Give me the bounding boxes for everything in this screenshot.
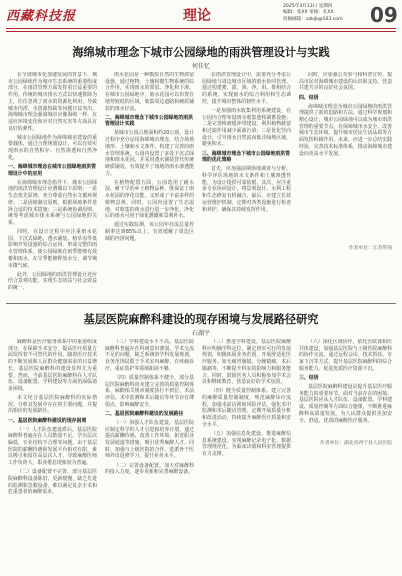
- masthead: [0, 0, 402, 38]
- body-paragraph: 同时，应加强公众参与和科普宣传，提高市民对海绵城市建设的认识和支持，营造共建共享的良好社会氛围。: [299, 72, 392, 92]
- article-divider: [6, 303, 396, 304]
- body-paragraph: （三）推进学科建设。基层医院麻醉科应明确学科定位，制定切实可行的发展规划，积极拓展业务范围，开展舒适化医疗服务，如无痛胃肠镜、分娩镇痛、术后镇痛等，不断提升科室的影响力和服务能力。同时，鼓励医务人员积极参加学术会议和继续教育，营造良好的学术氛围。: [202, 339, 291, 386]
- newspaper-logo: 西藏科技报: [6, 9, 77, 24]
- body-paragraph: 城市公园绿地作为海绵城市建设的重要载体，通过合理规划设计，可以有效实现雨水的自然积存、自然渗透和自然净化。: [8, 134, 97, 161]
- section-heading: 三、结语: [299, 374, 319, 381]
- body-paragraph: 某城市公园占地面积约20公顷，设计过程中充分运用海绵城市理念，结合场地地形、土壤和水文条件，构建了完善的雨水管理系统。公园内设置了多处下沉式绿地和雨水花园，并采用透水铺装替代传统硬质铺装，有效提升了场地的雨水渗透能力。: [105, 130, 194, 177]
- body-paragraph: 同时，在设计过程中应注重雨水花园、下沉式绿地、透水铺装、植草沟等低影响开发设施的综合运用，形成完整的雨水管理体系，使公园绿地在雨季能够有效蓄积雨水，在旱季能够释放水分，调节城市微气候。: [8, 229, 97, 269]
- body-paragraph: 雨水花园是一种模拟自然的生物滞留设施，通过植物、土壤和微生物系统的综合作用，实现雨水的滞留、净化和下渗。在城市公园绿地中，雨水花园可以布置在地势较低的区域，收集周边道路和硬质铺装的雨水径流。: [105, 72, 194, 112]
- body-paragraph: 本文结合基层医院麻醉科的实际情况，分析其发展中存在的主要问题，并提出相应的发展路径。: [8, 395, 97, 415]
- article-2-column-3: [202, 339, 291, 571]
- body-paragraph: 首先，应加强前期场地调查与分析，科学评估场地的水文条件和土壤渗透性能，为设计提供可靠依据。其次，应注重多专业协同设计，将景观设计、水利工程和生态修复有机融合。最后，应建立长效运营维护机制，定期对各类设施进行检查和养护，确保其持续发挥作用。: [202, 166, 291, 213]
- section-heading: 四、结语: [299, 94, 319, 101]
- section-title: 理论: [183, 8, 211, 24]
- article-1-column-4: [299, 72, 392, 300]
- section-heading: 二、基层医院麻醉科建设的发展路径: [105, 410, 184, 417]
- body-paragraph: 通过实践监测，该公园年径流总量控制率达到85%以上，有效缓解了周边区域的内涝问题。: [105, 222, 194, 242]
- article-2-column-1: [8, 339, 97, 571]
- header-rule: [6, 28, 396, 29]
- article-2-author: 石湖平: [191, 330, 210, 337]
- issue-editors: 编辑：张XX 审核：孔XX: [283, 10, 334, 16]
- body-paragraph: （四）质量控制体系不健全。部分基层医院麻醉科尚未建立完善的质量控制体系，麻醉相关规章制度执行不到位，术前评估、术中监测和术后随访等环节存在薄弱点，影响麻醉安全。: [105, 374, 194, 408]
- body-paragraph: 海绵城市理念为城市公园绿地的雨洪管理提供了新的思路和方法。通过科学规划和精心设计，城市公园绿地可以成为城市雨洪管理的重要节点，在保障城市水安全、改善城市生态环境、提升城市居民生活品质等方面发挥积极作用。未来，应进一步总结实践经验，完善技术标准体系，推动海绵城市建设向更高水平发展。: [299, 103, 392, 157]
- section-heading: 一、海绵城市理念在城市公园绿地雨洪管理设计中的应用: [8, 163, 97, 177]
- section-heading: 二、海绵城市理念下城市公园绿地的雨洪管理设计实践: [105, 114, 194, 128]
- article-2-title: 基层医院麻醉科建设的现存困境与发展路径研究: [83, 312, 319, 326]
- article-2-column-4: [299, 339, 392, 571]
- author-affiliation: 作者单位：湖北省西宁县人民医院: [320, 440, 392, 446]
- author-affiliation: 作者单位：江苏常熟: [348, 245, 392, 251]
- issue-meta: [283, 4, 343, 23]
- body-paragraph: （五）加强信息化建设。推进麻醉信息系统建设，实现麻醉记录电子化、数据管理规范化，为临床决策和科室管理提供有力支撑。: [202, 430, 291, 458]
- body-paragraph: 此外，公园绿地的雨洪管理设计还应结合景观功能，实现生态效益与社会效益的统一。: [8, 271, 97, 292]
- article-1-column-2: [105, 72, 194, 300]
- body-paragraph: 在植物配置方面，公园选用了耐水湿、耐干旱的乡土植物品种，既保证了雨水花园的净化功能，又形成了丰富多样的植物景观。同时，公园内设置了生态湿地，对收集的雨水进行进一步净化，净化后的雨水可用于绿化灌溉和景观补水。: [105, 179, 194, 220]
- body-paragraph: （一）人才队伍建设滞后。基层医院麻醉科普遍存在人员数量不足、学历层次偏低、专业结构不合理等问题。由于基层医院的薪酬待遇和发展平台相对有限，难以吸引和留住高层次人才，导致麻醉医师工作负荷大，职业倦怠现象较为普遍。: [8, 426, 97, 467]
- page-number: 09: [370, 3, 398, 27]
- column-spacer: [299, 427, 300, 439]
- body-paragraph: 基层医院麻醉科建设是提升基层医疗服务能力的重要环节。面对当前存在的困境，基层医院应从人才队伍、设备配置、学科建设、质量控制等方面综合施策，不断推进麻醉科高质量发展，为人民群众提供更加安全、舒适、优质的麻醉医疗服务。: [299, 384, 392, 424]
- section-heading: 三、海绵城市理念下城市公园绿地雨洪管理的优化策略: [202, 150, 291, 164]
- article-1-author: 何佳忆: [191, 63, 210, 70]
- body-paragraph: （一）加强人才队伍建设。基层医院应制定科学的人才引进和培养计划，通过提高薪酬待遇、改善工作环境、拓宽职业发展通道等措施，吸引优秀麻醉人才。同时，加强与上级医院的合作，选派骨干医师外出进修学习，提升业务水平。: [105, 419, 194, 460]
- body-paragraph: 麻醉科是医疗服务体系中的重要组成部分，在保障手术安全、提高医疗质量方面发挥着不可替代的作用。随着医疗技术的不断发展和人民群众健康需求的日益增长，基层医院麻醉科的建设显得尤为重要。然而，当前基层医院麻醉科在人才队伍、设备配置、学科建设等方面仍面临诸多困境。: [8, 339, 97, 392]
- body-paragraph: 在海绵城市理念指导下，城市公园绿地的雨洪管理设计应遵循以下原则：一是生态优先原则，充分尊重自然水文循环规律；二是因地制宜原则，根据场地条件选择合适的技术措施；三是系统协调原则，统筹考虑城市排水系统与公园绿地的关系。: [8, 179, 97, 226]
- section-heading: 一、基层医院麻醉科建设的现存困境: [8, 417, 87, 424]
- article-1-column-3: [202, 72, 291, 300]
- body-paragraph: （三）学科建设水平不高。基层医院麻醉科普遍存在科研意识薄弱、学术交流不足的问题，缺乏系统的学科发展规划，业务范围局限于手术室内麻醉，在疼痛诊疗、重症监护等领域拓展不够。: [105, 339, 194, 372]
- article-1-title: 海绵城市理念下城市公园绿地的雨洪管理设计与实践: [72, 45, 330, 59]
- body-paragraph: （四）健全质量控制体系。建立完善的麻醉质量控制制度，规范麻醉诊疗流程，加强术前访视和风险评估，强化术中监测和术后随访管理。定期开展质量分析和改进活动，持续提升麻醉医疗质量和安全水平。: [202, 388, 291, 428]
- issue-email: 投稿邮箱：xzkjb@163.com: [283, 16, 343, 22]
- body-paragraph: （二）完善设备配置。加大对麻醉科的投入力度，逐步更新和完善麻醉设备。: [105, 462, 194, 476]
- body-paragraph: 一是加强雨水收集利用系统建设，在公园内合理布设雨水收集池和调蓄设施；二是完善植被缓冲带建设，利用植物截留和过滤作用减少面源污染；三是优化竖向设计，引导雨水自然流向低洼绿地区域，避免积水。: [202, 107, 291, 148]
- body-paragraph: （二）设备配置不完善。部分基层医院麻醉科设备陈旧、更新缓慢，缺乏先进的监测和急救设备，难以满足复杂手术和危重患者的麻醉需求。: [8, 469, 97, 496]
- body-paragraph: 在全球城市化加速发展的背景下，城市公园绿地作为城市生态系统的重要组成部分，在雨洪管理方面发挥着日益重要的作用。传统的城市排水方式以快速排除为主，往往忽视了雨水的资源化利用，导致城市内涝、水资源短缺等问题日益突出。海绵城市理念强调城市应像海绵一样，在适应环境变化和应对自然灾害等方面具有良好的弹性。: [8, 72, 97, 132]
- issue-date: 2025年3月13日 星期四: [283, 4, 333, 9]
- article-1-column-1: [8, 72, 97, 300]
- column-spacer: [299, 160, 300, 244]
- header-rule-thin: [6, 31, 396, 32]
- body-paragraph: （六）深化区域协作。依托医联体和医共体建设，加强基层医院与上级医院麻醉科的协作交流，通过远程会诊、技术帮扶、专家下沉等方式，提升基层医院麻醉科的综合服务能力，促进优质医疗资源下沉。: [299, 339, 392, 372]
- body-paragraph: 在雨洪管理设计中，需要充分考虑公园绿地与周边城市区域的雨水协同管理。通过构建蓄、滞、渗、净、用、排相结合的系统，实现雨水的综合利用和生态调控，提升城市整体的韧性水平。: [202, 72, 291, 105]
- article-2-column-2: [105, 339, 194, 571]
